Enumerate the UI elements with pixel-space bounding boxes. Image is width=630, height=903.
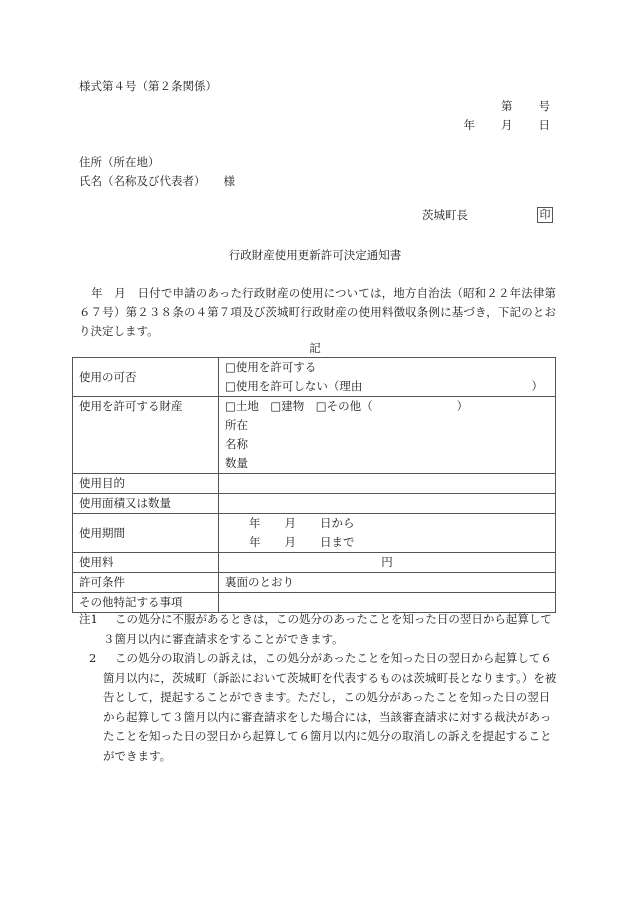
note-prefix (79, 610, 98, 630)
close-paren: ） (456, 399, 469, 413)
row-label: 許可条件 (73, 573, 219, 593)
note-text: この処分に不服があるときは，この処分のあったことを知った日の翌日から起算して３箇月以内に審査請求をすることができます。 (103, 612, 552, 646)
from-day: 日から (320, 516, 355, 530)
to-year: 年 (249, 535, 261, 549)
property-types (225, 397, 549, 416)
date-year: 年 (463, 118, 475, 132)
note-1 (79, 610, 557, 649)
form-number: 様式第４号（第２条関係） (79, 79, 217, 93)
recipient-name-label: 氏名（名称及び代表者） (79, 174, 206, 188)
row-value (219, 494, 556, 514)
decision-table (72, 357, 556, 613)
doc-number-suffix: 号 (538, 99, 550, 113)
recipient-address-label: 住所（所在地） (79, 155, 160, 169)
property-types-label: □土地 □建物 □その他（ (225, 399, 373, 413)
option-deny (225, 377, 549, 396)
option-permit: □使用を許可する (225, 360, 317, 374)
note-prefix-label: 注 (79, 612, 91, 626)
row-label: その他特記する事項 (73, 593, 219, 613)
quantity-label: 数量 (225, 456, 248, 470)
row-value (219, 514, 556, 553)
conditions-value: 裏面のとおり (219, 573, 556, 593)
note-2 (79, 649, 557, 766)
from-year: 年 (249, 516, 261, 530)
table-row (73, 494, 556, 514)
note-number: 2 (89, 651, 97, 665)
table-row (73, 573, 556, 593)
close-paren: ） (531, 379, 543, 393)
row-value (219, 358, 556, 397)
honorific: 様 (223, 174, 235, 188)
row-label: 使用の可否 (73, 358, 219, 397)
table-row (73, 553, 556, 573)
row-label: 使用料 (73, 553, 219, 573)
name-label: 名称 (225, 437, 248, 451)
note-number: 1 (90, 612, 98, 626)
note-text: この処分の取消しの訴えは，この処分があったことを知った日の翌日から起算して６箇月以内に，茨城町（訴訟において茨城町を代表するものは茨城町長となります。）を被告として，提起することができます。ただし，この処分があったことを知った日の翌日から起算して３箇月以内に審査請求をした場合には，当該審査請求に対する裁決があったことを知った日の翌日から起算して６箇月以内に処分の取消しの訴えを提起することができます。 (103, 651, 557, 763)
notes (79, 610, 557, 766)
location-label: 所在 (225, 418, 248, 432)
body-paragraph: 年 月 日付で申請のあった行政財産の使用については，地方自治法（昭和２２年法律第６７号）第２３８条の４第７項及び茨城町行政財産の使用料徴収条例に基づき，下記のとおり決定します。 (79, 286, 556, 338)
row-label: 使用面積又は数量 (73, 494, 219, 514)
row-value (219, 474, 556, 494)
from-month: 月 (284, 516, 296, 530)
document-number (501, 101, 550, 113)
to-month: 月 (284, 535, 296, 549)
period-to (225, 533, 549, 552)
date-day: 日 (538, 118, 550, 132)
document-title: 行政財産使用更新許可決定通知書 (228, 248, 402, 262)
option-deny-label: □使用を許可しない（理由 (225, 379, 363, 393)
row-label: 使用を許可する財産 (73, 397, 219, 474)
to-day: 日まで (320, 535, 355, 549)
table-row (73, 397, 556, 474)
seal-icon: 印 (537, 207, 553, 223)
row-label: 使用目的 (73, 474, 219, 494)
table-row (73, 358, 556, 397)
table-row (73, 474, 556, 494)
ki-heading: 記 (309, 341, 321, 355)
date-month: 月 (501, 118, 513, 132)
doc-number-prefix: 第 (501, 99, 513, 113)
table-row (73, 514, 556, 553)
period-from (225, 514, 549, 533)
row-value (219, 397, 556, 474)
row-label: 使用期間 (73, 514, 219, 553)
issue-date (464, 120, 551, 132)
issuer-title: 茨城町長 (422, 208, 468, 222)
fee-value: 円 (219, 553, 556, 573)
recipient-name (79, 176, 235, 188)
